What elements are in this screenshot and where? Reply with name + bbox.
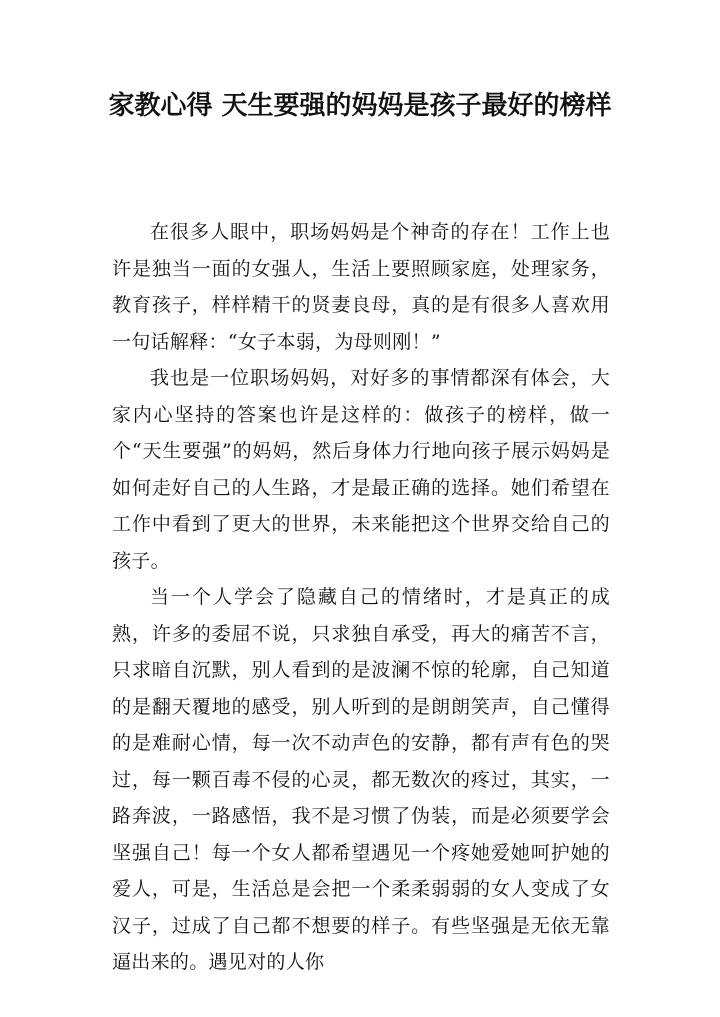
paragraph-1: 在很多人眼中，职场妈妈是个神奇的存在！工作上也许是独当一面的女强人，生活上要照顾家庭，处理家务，教育孩子，样样精干的贤妻良母，真的是有很多人喜欢用一句话解释：“女子本弱，为母则刚！” [112, 221, 610, 353]
paragraph-3: 当一个人学会了隐藏自己的情绪时，才是真正的成熟，许多的委屈不说，只求独自承受，再大的痛苦不言，只求暗自沉默，别人看到的是波澜不惊的轮廓，自己知道的是翻天覆地的感受，别人听到的是朗朗笑声，自己懂得的是难耐心情，每一次不动声色的安静，都有声有色的哭过，每一颗百毒不侵的心灵，都无数次的疼过，其实，一路奔波，一路感悟，我不是习惯了伪装，而是必须要学会坚强自己！每一个女人都希望遇见一个疼她爱她呵护她的爱人，可是，生活总是会把一个柔柔弱弱的女人变成了女汉子，过成了自己都不想要的样子。有些坚强是无依无靠逼出来的。遇见对的人你 [112, 586, 610, 973]
document-title: 家教心得 天生要强的妈妈是孩子最好的榜样 [108, 91, 612, 121]
paragraph-2: 我也是一位职场妈妈，对好多的事情都深有体会，大家内心坚持的答案也许是这样的：做孩子的榜样，做一个“天生要强”的妈妈，然后身体力行地向孩子展示妈妈是如何走好自己的人生路，才是最正确的选择。她们希望在工作中看到了更大的世界，未来能把这个世界交给自己的孩子。 [112, 367, 610, 572]
document-body [112, 214, 610, 981]
